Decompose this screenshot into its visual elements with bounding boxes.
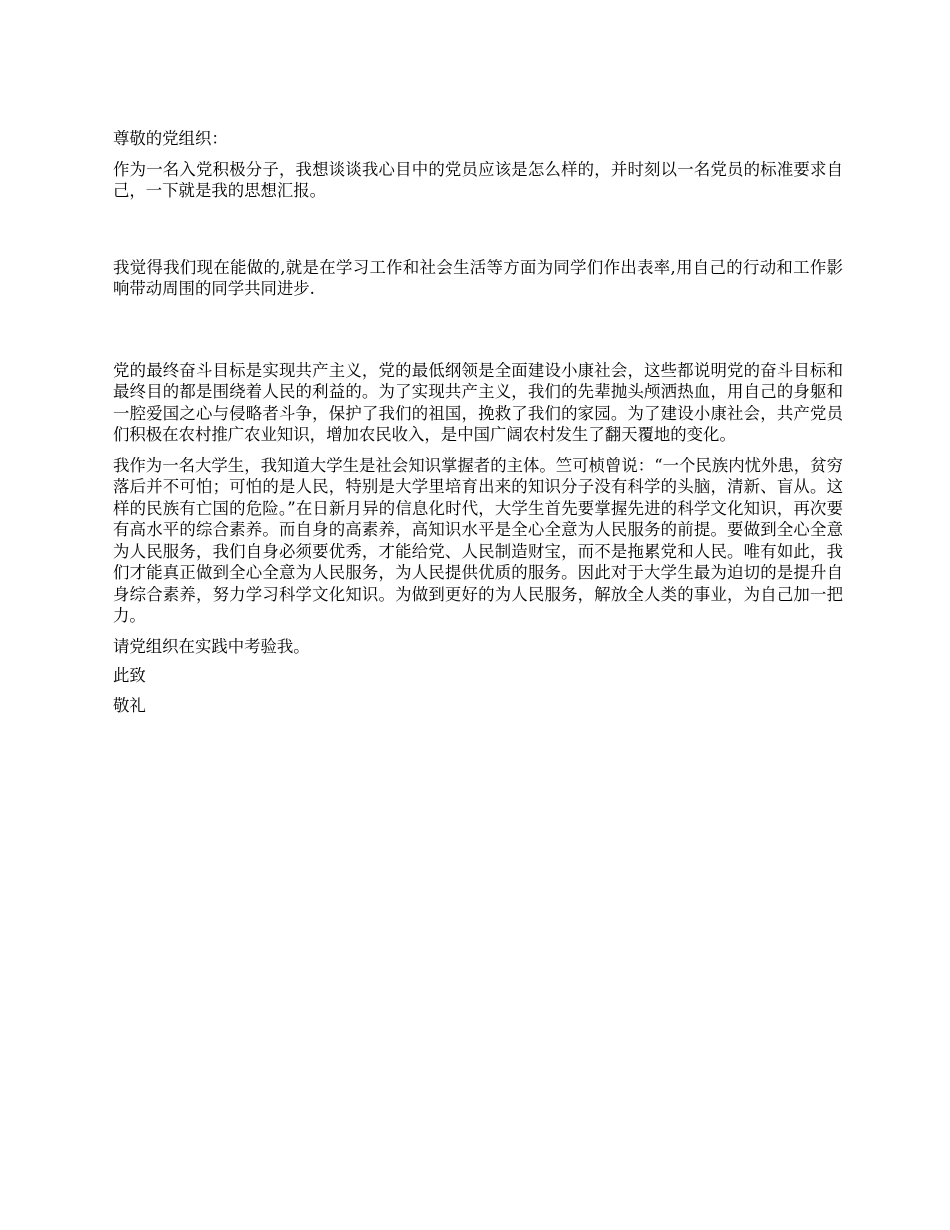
paragraph-student-role: 我作为一名大学生，我知道大学生是社会知识掌握者的主体。竺可桢曾说：“一个民族内忧外患，贫穷落后并不可怕；可怕的是人民，特别是大学里培育出来的知识分子没有科学的头脑，清新、盲从。这样的民族有亡国的危险。”在日新月异的信息化时代，大学生首先要掌握先进的科学文化知识，再次要有高水平的综合素养。而自身的高素养，高知识水平是全心全意为人民服务的前提。要做到全心全意为人民服务，我们自身必须要优秀，才能给党、人民制造财宝，而不是拖累党和人民。唯有如此，我们才能真正做到全心全意为人民服务，为人民提供优质的服务。因此对于大学生最为迫切的是提升自身综合素养，努力学习科学文化知识。为做到更好的为人民服务，解放全人类的事业，为自己加一把力。 bbox=[113, 455, 843, 625]
salutation: 尊敬的党组织： bbox=[113, 129, 228, 148]
paragraph-party-goals: 党的最终奋斗目标是实现共产主义，党的最低纲领是全面建设小康社会，这些都说明党的奋斗目标和最终目的都是围绕着人民的利益的。为了实现共产主义，我们的先辈抛头颅洒热血，用自己的身躯和一腔爱国之心与侵略者斗争，保护了我们的祖国，挽救了我们的家园。为了建设小康社会，共产党员们积极在农村推广农业知识，增加农民收入，是中国广阔农村发生了翻天覆地的变化。 bbox=[113, 360, 843, 444]
paragraph-spacer bbox=[113, 309, 843, 360]
paragraph-spacer bbox=[113, 211, 843, 257]
paragraph-intro: 作为一名入党积极分子，我想谈谈我心目中的党员应该是怎么样的，并时刻以一名党员的标准要求自己，一下就是我的思想汇报。 bbox=[113, 159, 843, 200]
paragraph-example: 我觉得我们现在能做的,就是在学习工作和社会生活等方面为同学们作出表率,用自己的行动和工作影响带动周围的同学共同进步. bbox=[113, 257, 843, 298]
paragraph-request: 请党组织在实践中考验我。 bbox=[113, 636, 310, 656]
closing-line-2: 敬礼 bbox=[113, 695, 146, 715]
closing-line-1: 此致 bbox=[113, 666, 146, 685]
letter-document bbox=[113, 128, 843, 724]
